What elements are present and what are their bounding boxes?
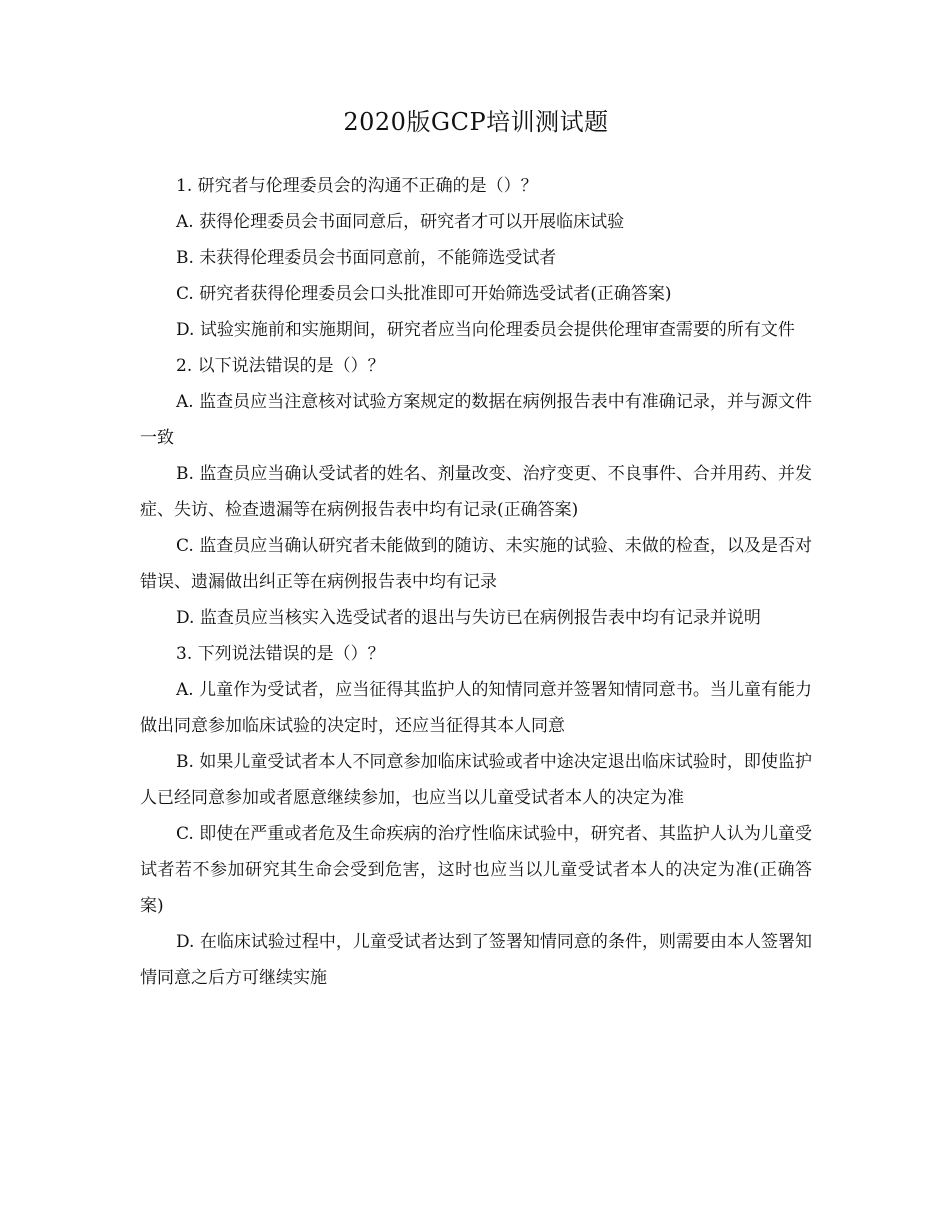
question-3-option-a: A. 儿童作为受试者，应当征得其监护人的知情同意并签署知情同意书。当儿童有能力做出同意参加临床试验的决定时，还应当征得其本人同意 [140, 680, 812, 736]
document-body [140, 168, 812, 996]
question-2-stem: 2. 以下说法错误的是（）？ [176, 356, 385, 376]
question-3-option-b: B. 如果儿童受试者本人不同意参加临床试验或者中途决定退出临床试验时，即使监护人已经同意参加或者愿意继续参加，也应当以儿童受试者本人的决定为准 [140, 752, 812, 808]
question-1-option-c: C. 研究者获得伦理委员会口头批准即可开始筛选受试者(正确答案) [176, 284, 672, 304]
question-2-option-c: C. 监查员应当确认研究者未能做到的随访、未实施的试验、未做的检查，以及是否对错误、遗漏做出纠正等在病例报告表中均有记录 [140, 536, 812, 592]
question-3-option-d: D. 在临床试验过程中，儿童受试者达到了签署知情同意的条件，则需要由本人签署知情同意之后方可继续实施 [140, 932, 812, 988]
question-3-option-c: C. 即使在严重或者危及生命疾病的治疗性临床试验中，研究者、其监护人认为儿童受试者若不参加研究其生命会受到危害，这时也应当以儿童受试者本人的决定为准(正确答案) [140, 824, 812, 916]
question-1-option-b: B. 未获得伦理委员会书面同意前，不能筛选受试者 [176, 248, 557, 268]
question-2-option-b: B. 监查员应当确认受试者的姓名、剂量改变、治疗变更、不良事件、合并用药、并发症、失访、检查遗漏等在病例报告表中均有记录(正确答案) [140, 464, 812, 520]
question-1-option-a: A. 获得伦理委员会书面同意后，研究者才可以开展临床试验 [176, 212, 625, 232]
question-2-option-a: A. 监查员应当注意核对试验方案规定的数据在病例报告表中有准确记录，并与源文件一致 [140, 392, 812, 448]
question-1-option-d: D. 试验实施前和实施期间，研究者应当向伦理委员会提供伦理审查需要的所有文件 [176, 320, 795, 340]
question-3-stem: 3. 下列说法错误的是（）？ [176, 644, 385, 664]
question-1-stem: 1. 研究者与伦理委员会的沟通不正确的是（）？ [176, 176, 538, 196]
document-title: 2020版GCP培训测试题 [343, 108, 609, 136]
question-2-option-d: D. 监查员应当核实入选受试者的退出与失访已在病例报告表中均有记录并说明 [176, 608, 761, 628]
